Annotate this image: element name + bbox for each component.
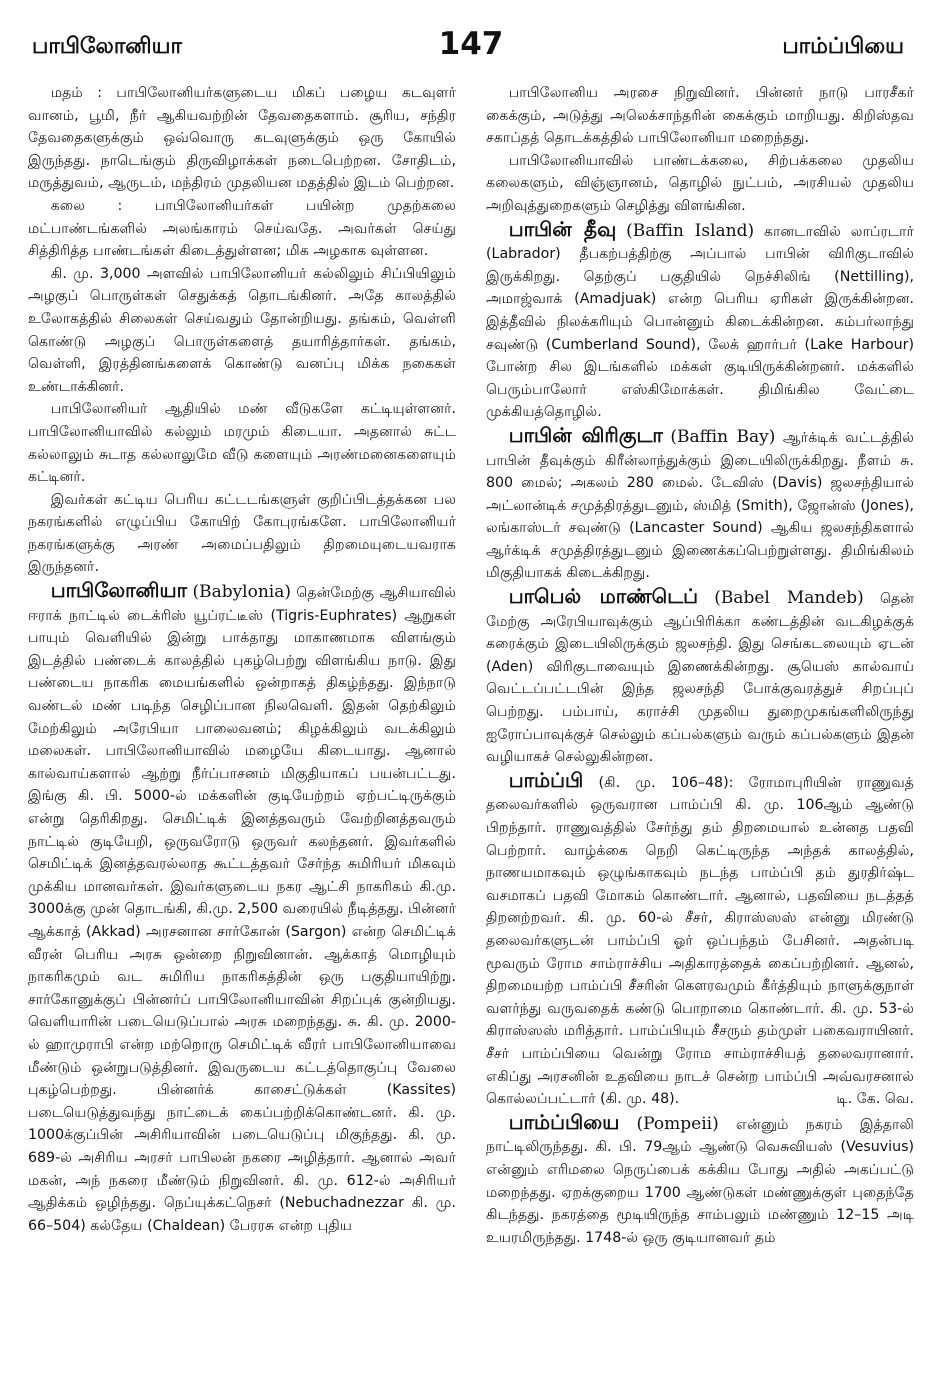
- entry-pompey: [486, 769, 914, 1111]
- entry-pompeii: [486, 1111, 914, 1250]
- paragraph-arts-sciences: பாபிலோனியாவில் பாண்டக்கலை, சிற்பக்கலை முதலிய கலைகளும், விஞ்ஞானம், தொழில் நுட்பம், அரசியல் முதலிய அறிவுத்துறைகளும் செழித்து விளங்கின.: [486, 152, 914, 214]
- right-column: [486, 82, 914, 1382]
- entry-headword: பாபின் விரிகுடா: [508, 422, 663, 447]
- entry-headword: பாபிலோனியா: [50, 578, 188, 603]
- paragraph-buildings: இவர்கள் கட்டிய பெரிய கட்டடங்களுள் குறிப்பிடத்தக்கன பல நகரங்களில் எழுப்பிய கோயிற் கோபுரங்களே. பாபிலோனியர் நகரங்களுக்கு அரண் அமைப்பதிலும் திறமையுடையவராக இருந்தனர்.: [28, 491, 456, 576]
- entry-text: கானடாவில் லாப்ரடார் (Labrador) தீபகற்பத்திற்கு அப்பால் பாபின் விரிகுடாவில் இருக்கிறது. தெற்குப் பகுதியில் நெச்சிலிங் (Nettilling), அமாஜ்வாக் (Amadjuak) என்ற பெரிய ஏரிகள் இருக்கின்றன. இத்தீவில் நிலக்கரியும் பொன்னும் கிடைக்கின்றன. கம்பர்லாந்து சவுண்டு (Cumberland Sound), லேக் ஹார்பர் (Lake Harbour) போன்ற சில இடங்களில் மக்கள் குடியிருக்கின்றனர். மக்களில் பெரும்பாலோர் எஸ்கிமோக்கள். திமிங்கில வேட்டை முக்கியத்தொழில்.: [486, 223, 914, 421]
- entry-english-name: (Babel Mandeb): [714, 588, 864, 609]
- left-column: [28, 82, 456, 1382]
- entry-text: ரோமாபுரியின் ராணுவத் தலைவர்களில் ஒருவரான பாம்ப்பி கி. மு. 106ஆம் ஆண்டு பிறந்தார். ராணுவத்தில் சேர்ந்து தம் திறமையால் உன்னத பதவி பெற்றார். வாழ்க்கை நெறி கெட்டிருந்த அந்தக் காலத்தில், நாணயமாகவும் ஒழுங்காகவும் நடந்த பாம்ப்பி தம் துரதிர்ஷ்ட வசமாகப் பதவி மோகம் கொண்டார். ஆனால், பதவியை நடத்தத் திறனற்றவர். கி. மு. 60-ல் சீசர், கிராஸ்ஸஸ் என்னு மிரண்டு தலைவர்களுடன் பாம்ப்பி ஓர் ஒப்பந்தம் பேசினர். அதன்படி மூவரும் ரோம சாம்ராச்சிய அதிகாரத்தைக் கைப்பற்றினர். ஆனல், திறமையற்ற பாம்ப்பி சீசரின் கௌரவமும் கீர்த்தியும் நாளுக்குநாள் வளர்ந்து வருவதைக் கண்டு பொறாமை கொண்டார். கி. மு. 53-ல் கிராஸ்ஸஸ் மரித்தார். பாம்ப்பியும் சீசரும் தம்முள் பகைவராயினர். சீசர் பாம்ப்பியை வென்று ரோம சாம்ராச்சியத் தலைவரானார். எகிப்து அரசனின் உதவியை நாடச் சென்ற பாம்ப்பி அவ்வரசனால் கொல்லப்பட்டார் (கி. மு. 48).: [486, 774, 914, 1108]
- paragraph-houses: பாபிலோனியர் ஆதியில் மண் வீடுகளே கட்டியுள்ளனர். பாபிலோனியாவில் கல்லும் மரமும் கிடையா. அதனால் சுட்ட கல்லாலும் சுடாத கல்லாலுமே வீடு களையும் அரண்மனைகளையும் கட்டினர்.: [28, 401, 456, 486]
- running-head-right: பாம்ப்பியை: [782, 34, 904, 59]
- text-columns: [28, 82, 914, 1382]
- entry-text: தென் மேற்கு அரேபியாவுக்கும் ஆப்பிரிக்கா கண்டத்தின் வடகிழக்குக் கரைக்கும் இடையிலிருக்கும் ஜலசந்தி. இது செங்கடலையும் ஏடன் (Aden) விரிகுடாவையும் இணைக்கின்றது. சூயெஸ் கால்வாய் வெட்டப்பட்டபின் இந்த ஜலசந்தி போக்குவரத்துச் சிறப்புப் பெற்றது. பம்பாய், கராச்சி முதலிய துறைமுகங்களிலிருந்து ஐரோப்பாவுக்குச் செல்லும் கப்பல்களும் வரும் கப்பல்களும் இதன் வழியாகச் செல்லுகின்றன.: [486, 591, 914, 766]
- entry-text: தென்மேற்கு ஆசியாவில் ஈராக் நாட்டில் டைக்ரிஸ் யூப்ரட்டீஸ் (Tigris-Euphrates) ஆறுகள் பாயும் வெளியில் இன்று பாக்தாது மாகாணமாக விளங்கும் இடத்தில் பண்டைக் காலத்தில் புகழ்பெற்று விளங்கிய நாடு. இது பண்டைய நாகரிக மையங்களில் ஒன்றாகத் திகழ்ந்தது. இந்நாடு வண்டல் மண் படிந்த செழிப்பான நிலவெளி. இதன் தெற்கிலும் மேற்கிலும் அரேபியா பாலைவனம்; கிழக்கிலும் வடக்கிலும் மலைகள். பாபிலோனியாவில் மழையே கிடையாது. ஆனால் கால்வாய்களால் ஆற்று நீர்ப்பாசனம் மிகுதியாகப் பயன்பட்டது. இங்கு கி. பி. 5000-ல் மக்களின் குடியேற்றம் ஏற்பட்டிருக்கும் என்று தெரிகிறது. செமிட்டிக் இனத்தவரும் வேற்றினத்தவரும் நாட்டில் குடியேறி, ஒருவரோடு ஒருவர் கலந்தனர். இவர்களில் செமிட்டிக் இனத்தவரல்லாத கூட்டத்தவர் சேர்ந்த சுமிரியர் மிகவும் முக்கிய மானவர்கள். இவர்களுடைய நகர ஆட்சி நாகரிகம் கி.மு. 3000க்கு முன் தொடங்கி, கி.மு. 2,500 வரையில் நீடித்தது. பின்னர் ஆக்காத் (Akkad) அரசனான சார்கோன் (Sargon) என்ற செமிட்டிக் வீரன் பெரிய அரசு ஒன்றை நிறுவினான். ஆக்காத் மொழியும் நாகரிகமும் வட சுமிரிய நாகரிகத்தின் ஒரு பகுதியாயிற்று. சார்கோனுக்குப் பின்னர்ப் பாபிலோனியாவின் சிறப்புக் குன்றியது. வெளியாரின் படையெடுப்பால் அரசு மறைந்தது. சு. கி. மு. 2000-ல் ஹாமுராபி என்ற மற்றொரு செமிட்டிக் வீரர் பாபிலோனியாவை மீண்டும் ஒன்றுபடுத்தினர். இவருடைய கட்டத்தொகுப்பு வேலை புகழ்பெற்றது. பின்னர்க் காசைட்டுக்கள் (Kassites) படையெடுத்துவந்து நாட்டைக் கைப்பற்றிக்கொண்டனர். கி. மு. 1000க்குப்பின் அசிரியாவின் படையெடுப்பு மிகுந்தது. கி. மு. 689-ல் அசிரிய அரசர் பாபிலன் நகரை அழித்தார். ஆனால் அவர் மகன், அந் நகரை மீண்டும் நிறுவினர். கி. மு. 612-ல் அசிரியர் ஆதிக்கம் ஒழிந்தது. நெப்யுக்கட்நெசர் (Nebuchadnezzar கி. மு. 66–504) கல்தேய (Chaldean) பேரரசு என்ற புதிய: [28, 585, 456, 1234]
- entry-headword: பாம்ப்பியை: [508, 1109, 620, 1134]
- entry-headword: பாபெல் மாண்டெப்: [508, 584, 699, 609]
- entry-babylonia: [28, 579, 456, 1237]
- paragraph-religion: மதம் : பாபிலோனியர்களுடைய மிகப் பழைய கடவுளர் வானம், பூமி, நீர் ஆகியவற்றின் தேவதைகளாம். சூரிய, சந்திர தேவதைகளுக்கும் ஒவ்வொரு கடவுளுக்கும் ஒரு கோயில் இருந்தது. நாடெங்கும் திருவிழாக்கள் நடைபெற்றன. சோதிடம், மருத்துவம், ஆருடம், மந்திரம் முதலியன மதத்தில் இடம் பெற்றன.: [28, 85, 456, 192]
- paragraph-art: கலை : பாபிலோனியர்கள் பயின்ற முதற்கலை மட்பாண்டங்களில் அலங்காரம் செய்வதே. அவர்கள் செய்து சித்திரித்த பாண்டங்கள் கிடைத்துள்ளன; மிக அழகாக வுள்ளன.: [28, 197, 456, 260]
- page-header: [28, 22, 914, 74]
- entry-text: ஆர்க்டிக் வட்டத்தில் பாபின் தீவுக்கும் கிரீன்லாந்துக்கும் இடையிலிருக்கிறது. நீளம் சு. 800 மைல்; அகலம் 280 மைல். டேவிஸ் (Davis) ஜலசந்தியால் அட்லான்டிக் சமுத்திரத்துடனும், ஸ்மித் (Smith), ஜோன்ஸ் (Jones), லங்காஸ்டர் சவுண்டு (Lancaster Sound) ஆகிய ஜலசந்திகளால் ஆர்க்டிக் சமுத்திரத்துடனும் இணைக்கப்பெற்றுள்ளது. திமிங்கிலம் மிகுதியாகக் கிடைக்கிறது.: [486, 429, 914, 582]
- entry-headword: பாம்ப்பி: [508, 767, 584, 792]
- entry-dates: (கி. மு. 106–48):: [598, 774, 734, 791]
- entry-text: என்னும் நகரம் இத்தாலி நாட்டிலிருந்தது. கி. பி. 79ஆம் ஆண்டு வெசுவியஸ் (Vesuvius) என்னும் எரிமலை நெருப்பைக் கக்கிய போது அதில் அகப்பட்டு மறைந்தது. ஏறக்குறைய 1700 ஆண்டுகள் மண்ணுக்குள் புதைந்தே கிடந்தது. நகரத்தை மூடியிருந்த சாம்பலும் மண்ணும் 12–15 அடி உயரமிருந்தது. 1748-ல் ஒரு குடியானவர் தம்: [486, 1116, 914, 1246]
- entry-english-name: (Pompeii): [636, 1113, 719, 1134]
- entry-baffin-island: [486, 218, 914, 424]
- entry-headword: பாபின் தீவு: [508, 216, 617, 241]
- paragraph-ornaments: கி. மு. 3,000 அளவில் பாபிலோனியர் கல்லிலும் சிப்பியிலும் அழகுப் பொருள்கள் செதுக்கத் தொடங்கினர். அதே காலத்தில் உலோகத்தில் சிலைகள் செய்வதும் தோன்றியது. தங்கம், வெள்ளி கொண்டு அழகுப் பொருள்களைத் தயாரித்தார்கள். தங்கம், வெள்ளி, இரத்தினங்களைக் கொண்டு வனப்பு மிக்க நகைகள் உண்டாக்கினர்.: [28, 265, 456, 395]
- running-head-left: பாபிலோனியா: [32, 34, 182, 59]
- page-number: 147: [438, 26, 504, 62]
- paragraph-continuation: பாபிலோனிய அரசை நிறுவினர். பின்னர் நாடு பாரசீகர் கைக்கும், அடுத்து அலெக்சாந்தரின் கைக்கும் மாறியது. கிறிஸ்தவ சகாப்தத் தொடக்கத்தில் பாபிலோனியா மறைந்தது.: [486, 85, 914, 147]
- entry-english-name: (Baffin Island): [626, 220, 755, 241]
- entry-english-name: (Baffin Bay): [670, 426, 776, 447]
- entry-baffin-bay: [486, 424, 914, 585]
- author-initials: டி. கே. வெ.: [836, 1091, 914, 1108]
- entry-english-name: (Babylonia): [192, 582, 292, 603]
- entry-babel-mandeb: [486, 585, 914, 769]
